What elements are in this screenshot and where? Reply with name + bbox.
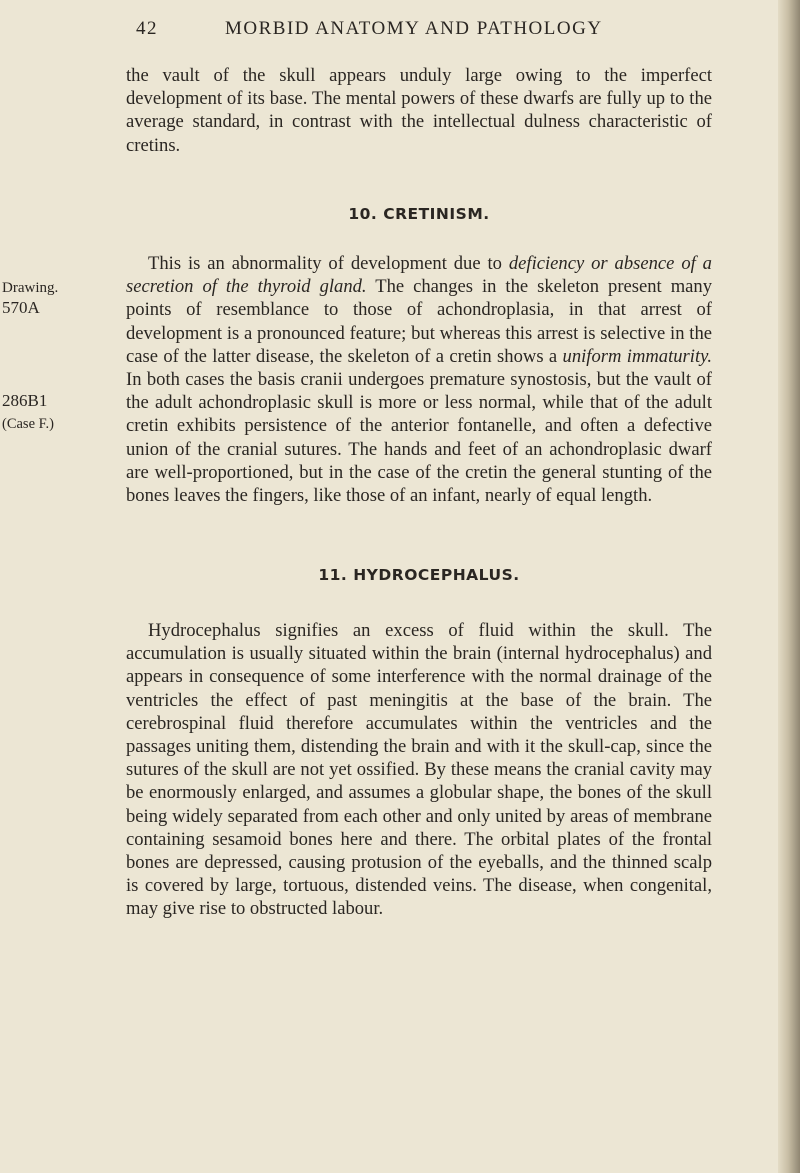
section-heading-cretinism: 10. CRETINISM. [348, 205, 490, 223]
cretinism-emphasis-2: uniform immaturity. [562, 345, 712, 367]
page-number: 42 [136, 18, 158, 39]
margin-specimen-ref: 286B1 [2, 391, 48, 410]
page-header [0, 18, 800, 48]
margin-drawing-ref: 570A [2, 298, 40, 317]
margin-case-ref: (Case F.) [2, 416, 54, 432]
cretinism-text-1: This is an abnormality of development due to [148, 253, 509, 274]
cretinism-paragraph [126, 252, 712, 507]
cretinism-text-2: The changes in the skeleton present many points of resemblance to those of achondroplasia, in that arrest of development is a pronounced feature; but whereas this arrest is selective in the case of the latter disease, the skeleton of a cretin shows a [126, 276, 713, 367]
margin-drawing-label: Drawing. [2, 280, 59, 296]
cretinism-emphasis-1: deficiency or absence of a secretion of the thyroid gland. [126, 253, 712, 298]
cretinism-text-3: In both cases the basis cranii undergoes premature synostosis, but the vault of the adult achondroplasic skull is more or less normal, while that of the adult cretin exhibits persistence of the anterior fontanelle, and often a defective union of the cranial sutures. The hands and feet of an achondroplasic dwarf are well-proportioned, but in the case of the cretin the general stunting of the bones leaves the fingers, like those of an infant, nearly of equal length. [126, 369, 712, 507]
section-heading-hydrocephalus: 11. HYDROCEPHALUS. [318, 566, 520, 584]
running-title: MORBID ANATOMY AND PATHOLOGY [225, 18, 603, 39]
hydrocephalus-paragraph: Hydrocephalus signifies an excess of fluid within the skull. The accumulation is usually situated within the brain (internal hydrocephalus) and appears in consequence of some interference with the normal drainage of the ventricles the effect of past meningitis at the base of the brain. The cerebrospinal fluid therefore accumulates within the ventricles and the passages uniting them, distending the brain and with it the skull-cap, since the sutures of the skull are not yet ossified. By these means the cranial cavity may be enormously enlarged, and assumes a globular shape, the bones of the skull being widely separated from each other and only united by areas of membrane containing sesamoid bones here and there. The orbital plates of the frontal bones are depressed, causing protusion of the eyeballs, and the thinned scalp is covered by large, tortuous, distended veins. The disease, when congenital, may give rise to obstructed labour. [126, 620, 712, 920]
page-edge-shadow [778, 0, 800, 1173]
intro-paragraph: the vault of the skull appears unduly large owing to the imperfect development of its base. The mental powers of these dwarfs are fully up to the average standard, in contrast with the intellectual dulness characteristic of cretins. [126, 65, 712, 156]
